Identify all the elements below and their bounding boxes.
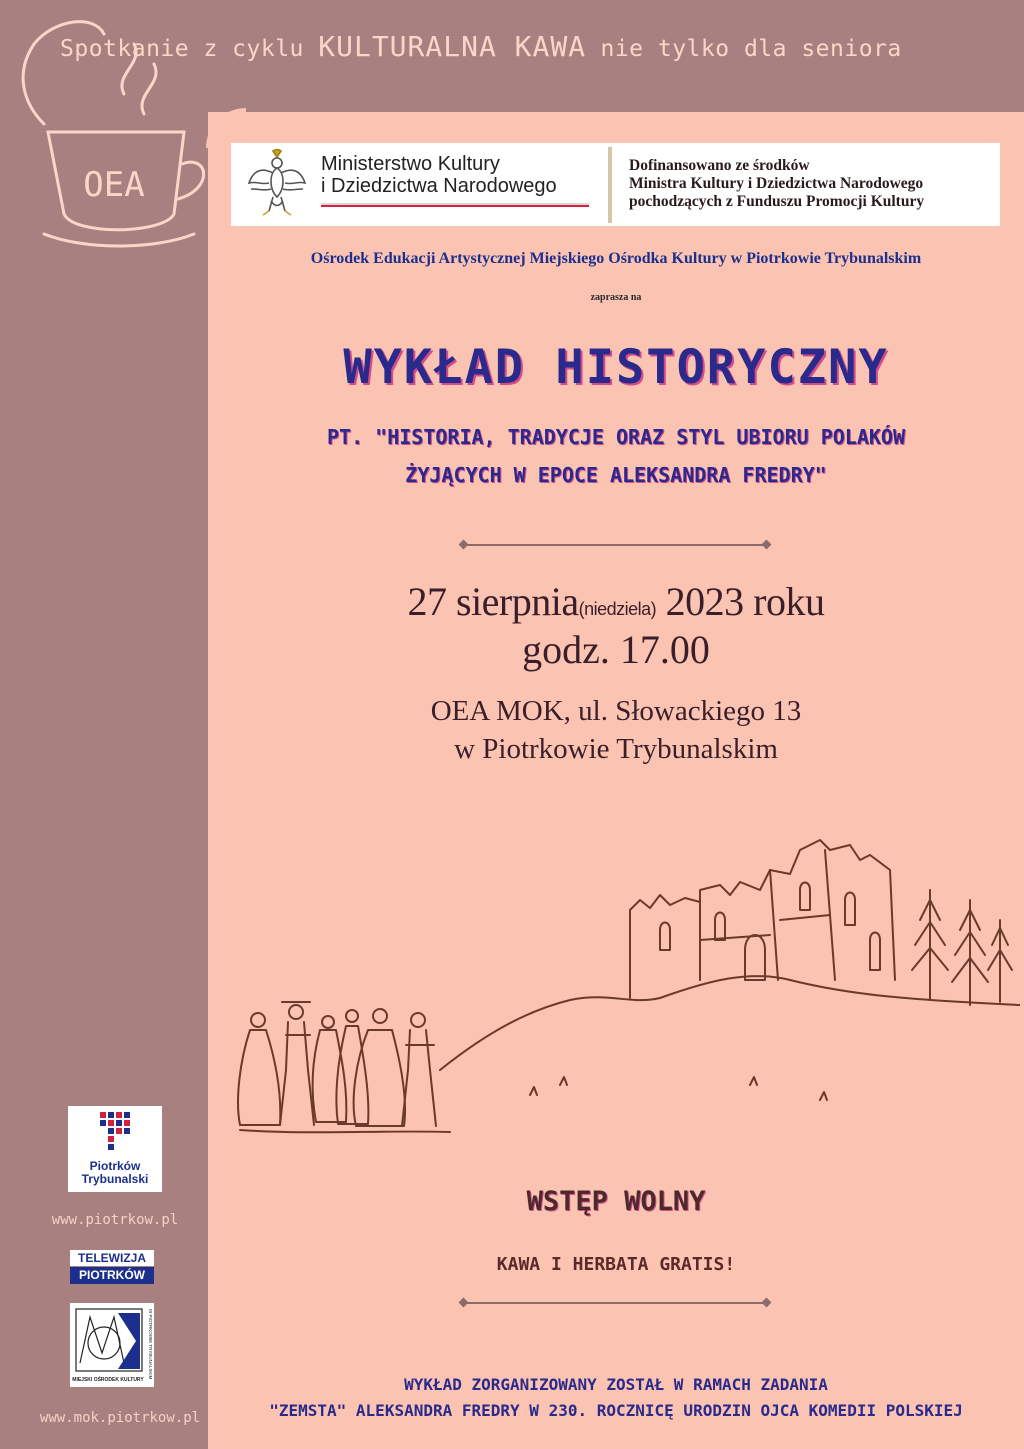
divider-bottom [460, 1298, 770, 1308]
free-entry: WSTĘP WOLNY [526, 1186, 706, 1217]
mok-logo-icon [70, 1303, 154, 1387]
event-year: 2023 roku [656, 579, 825, 624]
mok-logo [70, 1303, 154, 1387]
event-venue: OEA MOK, ul. Słowackiego 13 w Piotrkowie Trybunalskim [430, 695, 802, 765]
series-prefix: Spotkanie z cyklu [60, 36, 319, 62]
lecture-subtitle: PT. "HISTORIA, TRADYCJE ORAZ STYL UBIORU POLAKÓW ŻYJĄCYCH W EPOCE ALEKSANDRA FREDRY" [327, 425, 905, 487]
tv-piotrkow-logo [70, 1250, 154, 1284]
series-suffix: nie tylko dla seniora [586, 36, 902, 62]
mok-side-caption: W PIOTRKOWIE TRYBUNALSKIM [148, 1309, 153, 1380]
organizer: Ośrodek Edukacji Artystycznej Miejskiego Ośrodka Kultury w Piotrkowie Trybunalskim [310, 250, 922, 267]
mok-caption: MIEJSKI OŚRODEK KULTURY [72, 1377, 144, 1383]
city-logo-text: Piotrków Trybunalski [81, 1159, 149, 1186]
sponsor-divider [608, 147, 612, 223]
event-day: (niedziela) [578, 599, 657, 619]
ministry-flag-stripe [321, 203, 589, 207]
piotrkow-p-logo-icon [98, 1110, 132, 1156]
tv-logo-bottom: PIOTRKÓW [70, 1267, 154, 1284]
cup-label: OEA [83, 165, 145, 205]
ministry-name: Ministerstwo Kultury i Dziedzictwa Narodowego [321, 153, 557, 197]
event-date-main: 27 sierpnia [407, 579, 579, 624]
tv-logo-top: TELEWIZJA [70, 1250, 154, 1266]
divider-top [460, 540, 770, 550]
city-url[interactable]: www.piotrkow.pl [51, 1212, 179, 1228]
invites-text: zaprasza na [590, 292, 642, 303]
event-date [208, 578, 1024, 625]
mok-url[interactable]: www.mok.piotrkow.pl [39, 1410, 201, 1426]
sponsor-banner [231, 143, 1000, 226]
series-name: KULTURALNA KAWA [318, 30, 587, 63]
footer-note: WYKŁAD ZORGANIZOWANY ZOSTAŁ W RAMACH ZADANIA "ZEMSTA" ALEKSANDRA FREDRY W 230. ROCZNICĘ URODZIN OJCA KOMEDII POLSKIEJ [269, 1375, 963, 1420]
event-time: godz. 17.00 [522, 627, 710, 672]
lecture-title: WYKŁAD HISTORYCZNY [343, 340, 889, 395]
funding-text: Dofinansowano ze środków Ministra Kultury i Dziedzictwa Narodowego pochodzących z Funduszu Promocji Kultury [629, 157, 925, 210]
free-drinks: KAWA I HERBATA GRATIS! [496, 1254, 736, 1275]
piotrkow-city-logo [68, 1106, 162, 1192]
polish-eagle-icon [247, 149, 307, 219]
castle-ruins-illustration [230, 830, 1020, 1180]
series-title [60, 30, 1020, 63]
